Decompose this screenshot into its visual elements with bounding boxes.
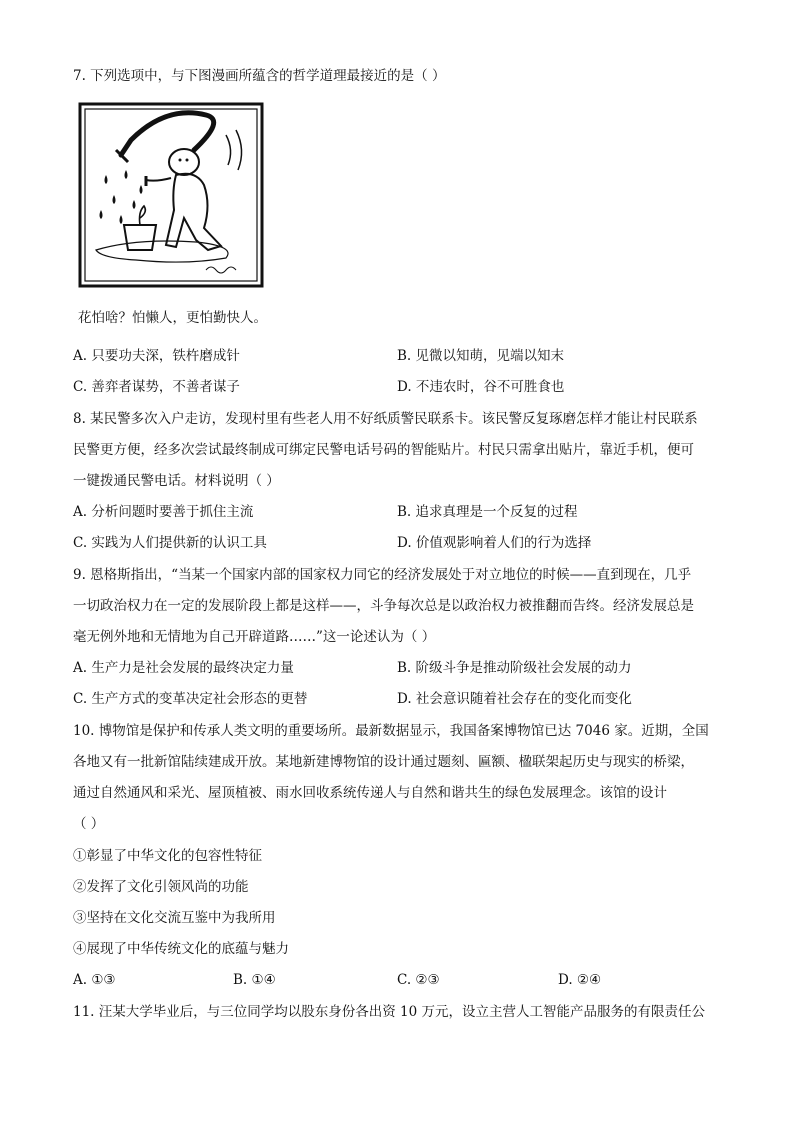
cartoon-image xyxy=(76,100,266,290)
q9-line-3: 毫无例外地和无情地为自己开辟道路……”这一论述认为（ ） xyxy=(73,629,436,645)
q10-item-1: ①彰显了中华文化的包容性特征 xyxy=(73,848,262,864)
q9-option-a: A. 生产力是社会发展的最终决定力量 xyxy=(73,660,294,676)
q7-option-d: D. 不违农时，谷不可胜食也 xyxy=(397,379,565,395)
q8-option-b: B. 追求真理是一个反复的过程 xyxy=(397,504,578,520)
q9-line-2: 一切政治权力在一定的发展阶段上都是这样——，斗争每次总是以政治权力被推翻而告终。经济发展总是 xyxy=(73,598,694,614)
q11-line-1: 11. 汪某大学毕业后，与三位同学均以股东身份各出资 10 万元，设立主营人工智能产品服务的有限责任公 xyxy=(73,1004,706,1020)
q10-item-4: ④展现了中华传统文化的底蕴与魅力 xyxy=(73,941,289,957)
q8-line-2: 民警更方便，经多次尝试最终制成可绑定民警电话号码的智能贴片。村民只需拿出贴片，靠近手机，便可 xyxy=(73,442,694,458)
q9-option-d: D. 社会意识随着社会存在的变化而变化 xyxy=(397,691,632,707)
q7-option-a: A. 只要功夫深，铁杵磨成针 xyxy=(73,348,240,364)
q10-item-2: ②发挥了文化引领风尚的功能 xyxy=(73,879,249,895)
q10-line-3: 通过自然通风和采光、屋顶植被、雨水回收系统传递人与自然和谐共生的绿色发展理念。该馆的设计 xyxy=(73,785,667,801)
q8-line-1: 8. 某民警多次入户走访，发现村里有些老人用不好纸质警民联系卡。该民警反复琢磨怎样才能让村民联系 xyxy=(73,411,698,427)
q10-option-b: B. ①④ xyxy=(233,972,276,988)
q7-option-c: C. 善弈者谋势，不善者谋子 xyxy=(73,379,240,395)
cartoon-caption: 花怕啥？怕懒人，更怕勤快人。 xyxy=(78,310,267,326)
q9-line-1: 9. 恩格斯指出，“当某一个国家内部的国家权力同它的经济发展处于对立地位的时候——直到现在，几乎 xyxy=(73,567,692,583)
q10-option-a: A. ①③ xyxy=(73,972,116,988)
q8-option-a: A. 分析问题时要善于抓住主流 xyxy=(73,504,254,520)
q10-option-d: D. ②④ xyxy=(558,972,602,988)
q8-line-3: 一键拨通民警电话。材料说明（ ） xyxy=(73,473,280,489)
q8-option-c: C. 实践为人们提供新的认识工具 xyxy=(73,535,267,551)
q7-stem: 7. 下列选项中，与下图漫画所蕴含的哲学道理最接近的是（ ） xyxy=(73,68,446,84)
q10-line-2: 各地又有一批新馆陆续建成开放。某地新建博物馆的设计通过题刻、匾额、楹联架起历史与现实的桥梁， xyxy=(73,754,694,770)
q10-option-c: C. ②③ xyxy=(397,972,440,988)
q10-line-4: （ ） xyxy=(73,816,105,832)
q10-item-3: ③坚持在文化交流互鉴中为我所用 xyxy=(73,910,276,926)
q8-option-d: D. 价值观影响着人们的行为选择 xyxy=(397,535,592,551)
q9-option-c: C. 生产方式的变革决定社会形态的更替 xyxy=(73,691,308,707)
q9-option-b: B. 阶级斗争是推动阶级社会发展的动力 xyxy=(397,660,632,676)
q7-option-b: B. 见微以知萌，见端以知末 xyxy=(397,348,565,364)
q10-line-1: 10. 博物馆是保护和传承人类文明的重要场所。最新数据显示，我国备案博物馆已达 7046 家。近期，全国 xyxy=(73,723,709,739)
